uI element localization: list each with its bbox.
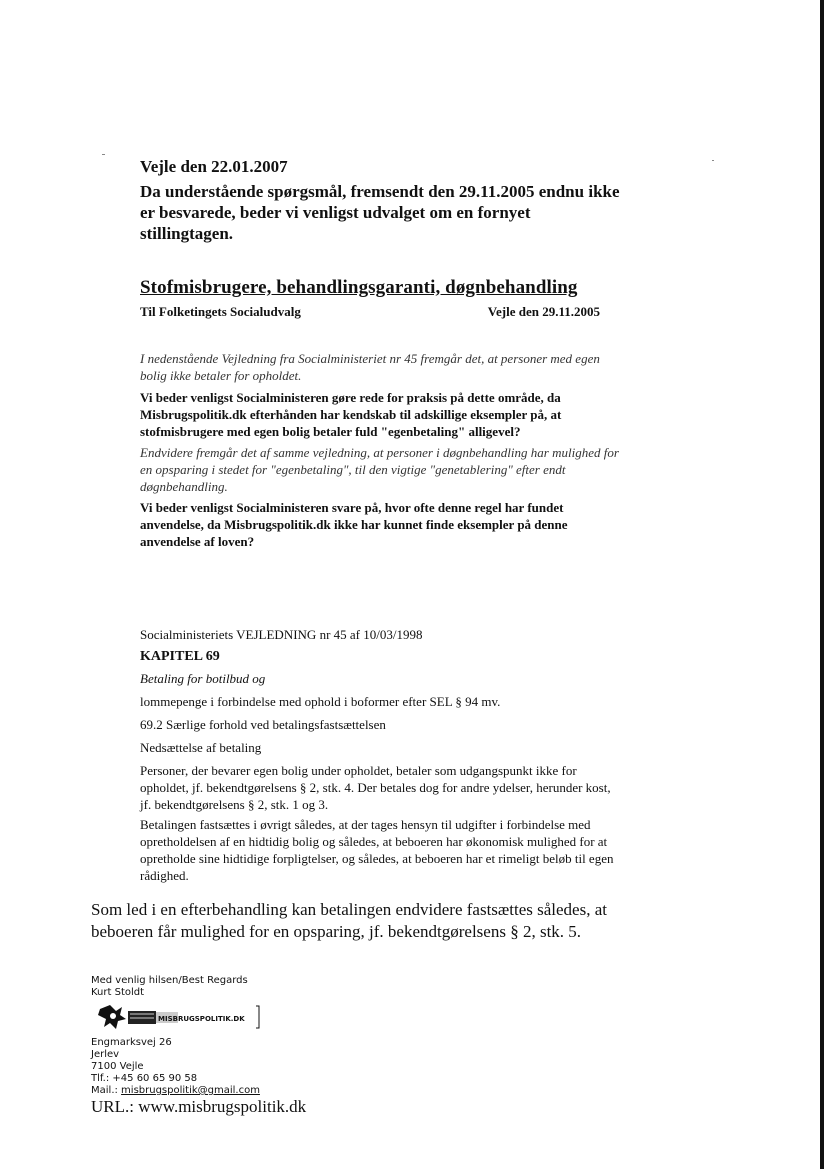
closing-paragraph: Som led i en efterbehandling kan betalingen endvidere fastsættes således, at beboeren får mulighed for en opsparing, jf. bekendtgørelsens § 2, stk. 5. [91, 900, 607, 941]
original-date: Vejle den 29.11.2005 [487, 304, 600, 319]
law-line: lommepenge i forbindelse med ophold i boformer efter SEL § 94 mv. [140, 694, 501, 709]
recipient: Til Folketingets Socialudvalg [140, 304, 301, 319]
paragraph-3: Endvidere fremgår det af samme vejledning, at personer i døgnbehandling har mulighed for en opsparing i stedet for "egenbetaling", til den vigtige "genetablering" efter endt døgnbehandling. [140, 445, 619, 494]
law-section: 69.2 Særlige forhold ved betalingsfastsættelsen [140, 717, 386, 732]
paragraph-2: Vi beder venligst Socialministeren gøre rede for praksis på dette område, da Misbrugspolitik.dk efterhånden har kendskab til adskillige eksempler på, at stofmisbrugere med egen bolig betaler fuld "egenbetaling" alligevel? [140, 390, 562, 439]
law-chapter: KAPITEL 69 [140, 649, 220, 664]
page-edge [820, 0, 824, 1169]
law-subsection: Nedsættelse af betaling [140, 740, 262, 755]
signature-greeting: Med venlig hilsen/Best Regards [91, 975, 248, 986]
address-street: Engmarksvej 26 [91, 1037, 172, 1048]
paragraph-1: I nedenstående Vejledning fra Socialministeriet nr 45 fremgår det, at personer med egen bolig ikke betaler for opholdet. [140, 351, 600, 383]
address-postal: 7100 Vejle [91, 1061, 144, 1072]
law-title: Socialministeriets VEJLEDNING nr 45 af 10/03/1998 [140, 627, 423, 642]
logo-figure-icon [98, 1005, 126, 1029]
scan-speck [712, 160, 714, 161]
signature-name: Kurt Stoldt [91, 987, 145, 998]
letter-heading: Stofmisbrugere, behandlingsgaranti, døgnbehandling [140, 277, 578, 298]
address-town: Jerlev [91, 1049, 120, 1060]
mail-link[interactable]: misbrugspolitik@gmail.com [121, 1085, 260, 1096]
logo-text: MISBRUGSPOLITIK.DK [158, 1015, 245, 1023]
scan-speck [102, 154, 105, 155]
mail-label: Mail.: [91, 1085, 122, 1096]
intro-text: Da understående spørgsmål, fremsendt den 29.11.2005 endnu ikke er besvarede, beder vi venligst udvalget om en fornyet stillingtagen. [140, 182, 620, 243]
paragraph-4: Vi beder venligst Socialministeren svare på, hvor ofte denne regel har fundet anvendelse, da Misbrugspolitik.dk ikke har kunnet finde eksempler på denne anvendelse af loven? [140, 500, 568, 549]
law-paragraph: Personer, der bevarer egen bolig under opholdet, betaler som udgangspunkt ikke for opholdet, jf. bekendtgørelsens § 2, stk. 4. Der betales dog for andre ydelser, herunder kost, jf. bekendtgørelsens § 2, stk. 1 og 3. [140, 763, 611, 812]
law-paragraph: Betalingen fastsættes i øvrigt således, at der tages hensyn til udgifter i forbindelse med opretholdelsen af en hidtidig bolig og således, at beboeren har økonomisk mulighed for at opretholde sine hidtidige forpligtelser, og således, at beboeren har et rimeligt beløb til egen rådighed. [140, 817, 614, 883]
law-subtitle: Betaling for botilbud og [140, 671, 266, 686]
phone: Tlf.: +45 60 65 90 58 [91, 1073, 198, 1084]
recipient-line [140, 304, 600, 320]
letter-date: Vejle den 22.01.2007 [140, 157, 288, 176]
mail-line [91, 1085, 260, 1097]
website-url[interactable]: URL.: www.misbrugspolitik.dk [91, 1097, 307, 1116]
misbrugspolitik-logo [96, 1003, 266, 1031]
